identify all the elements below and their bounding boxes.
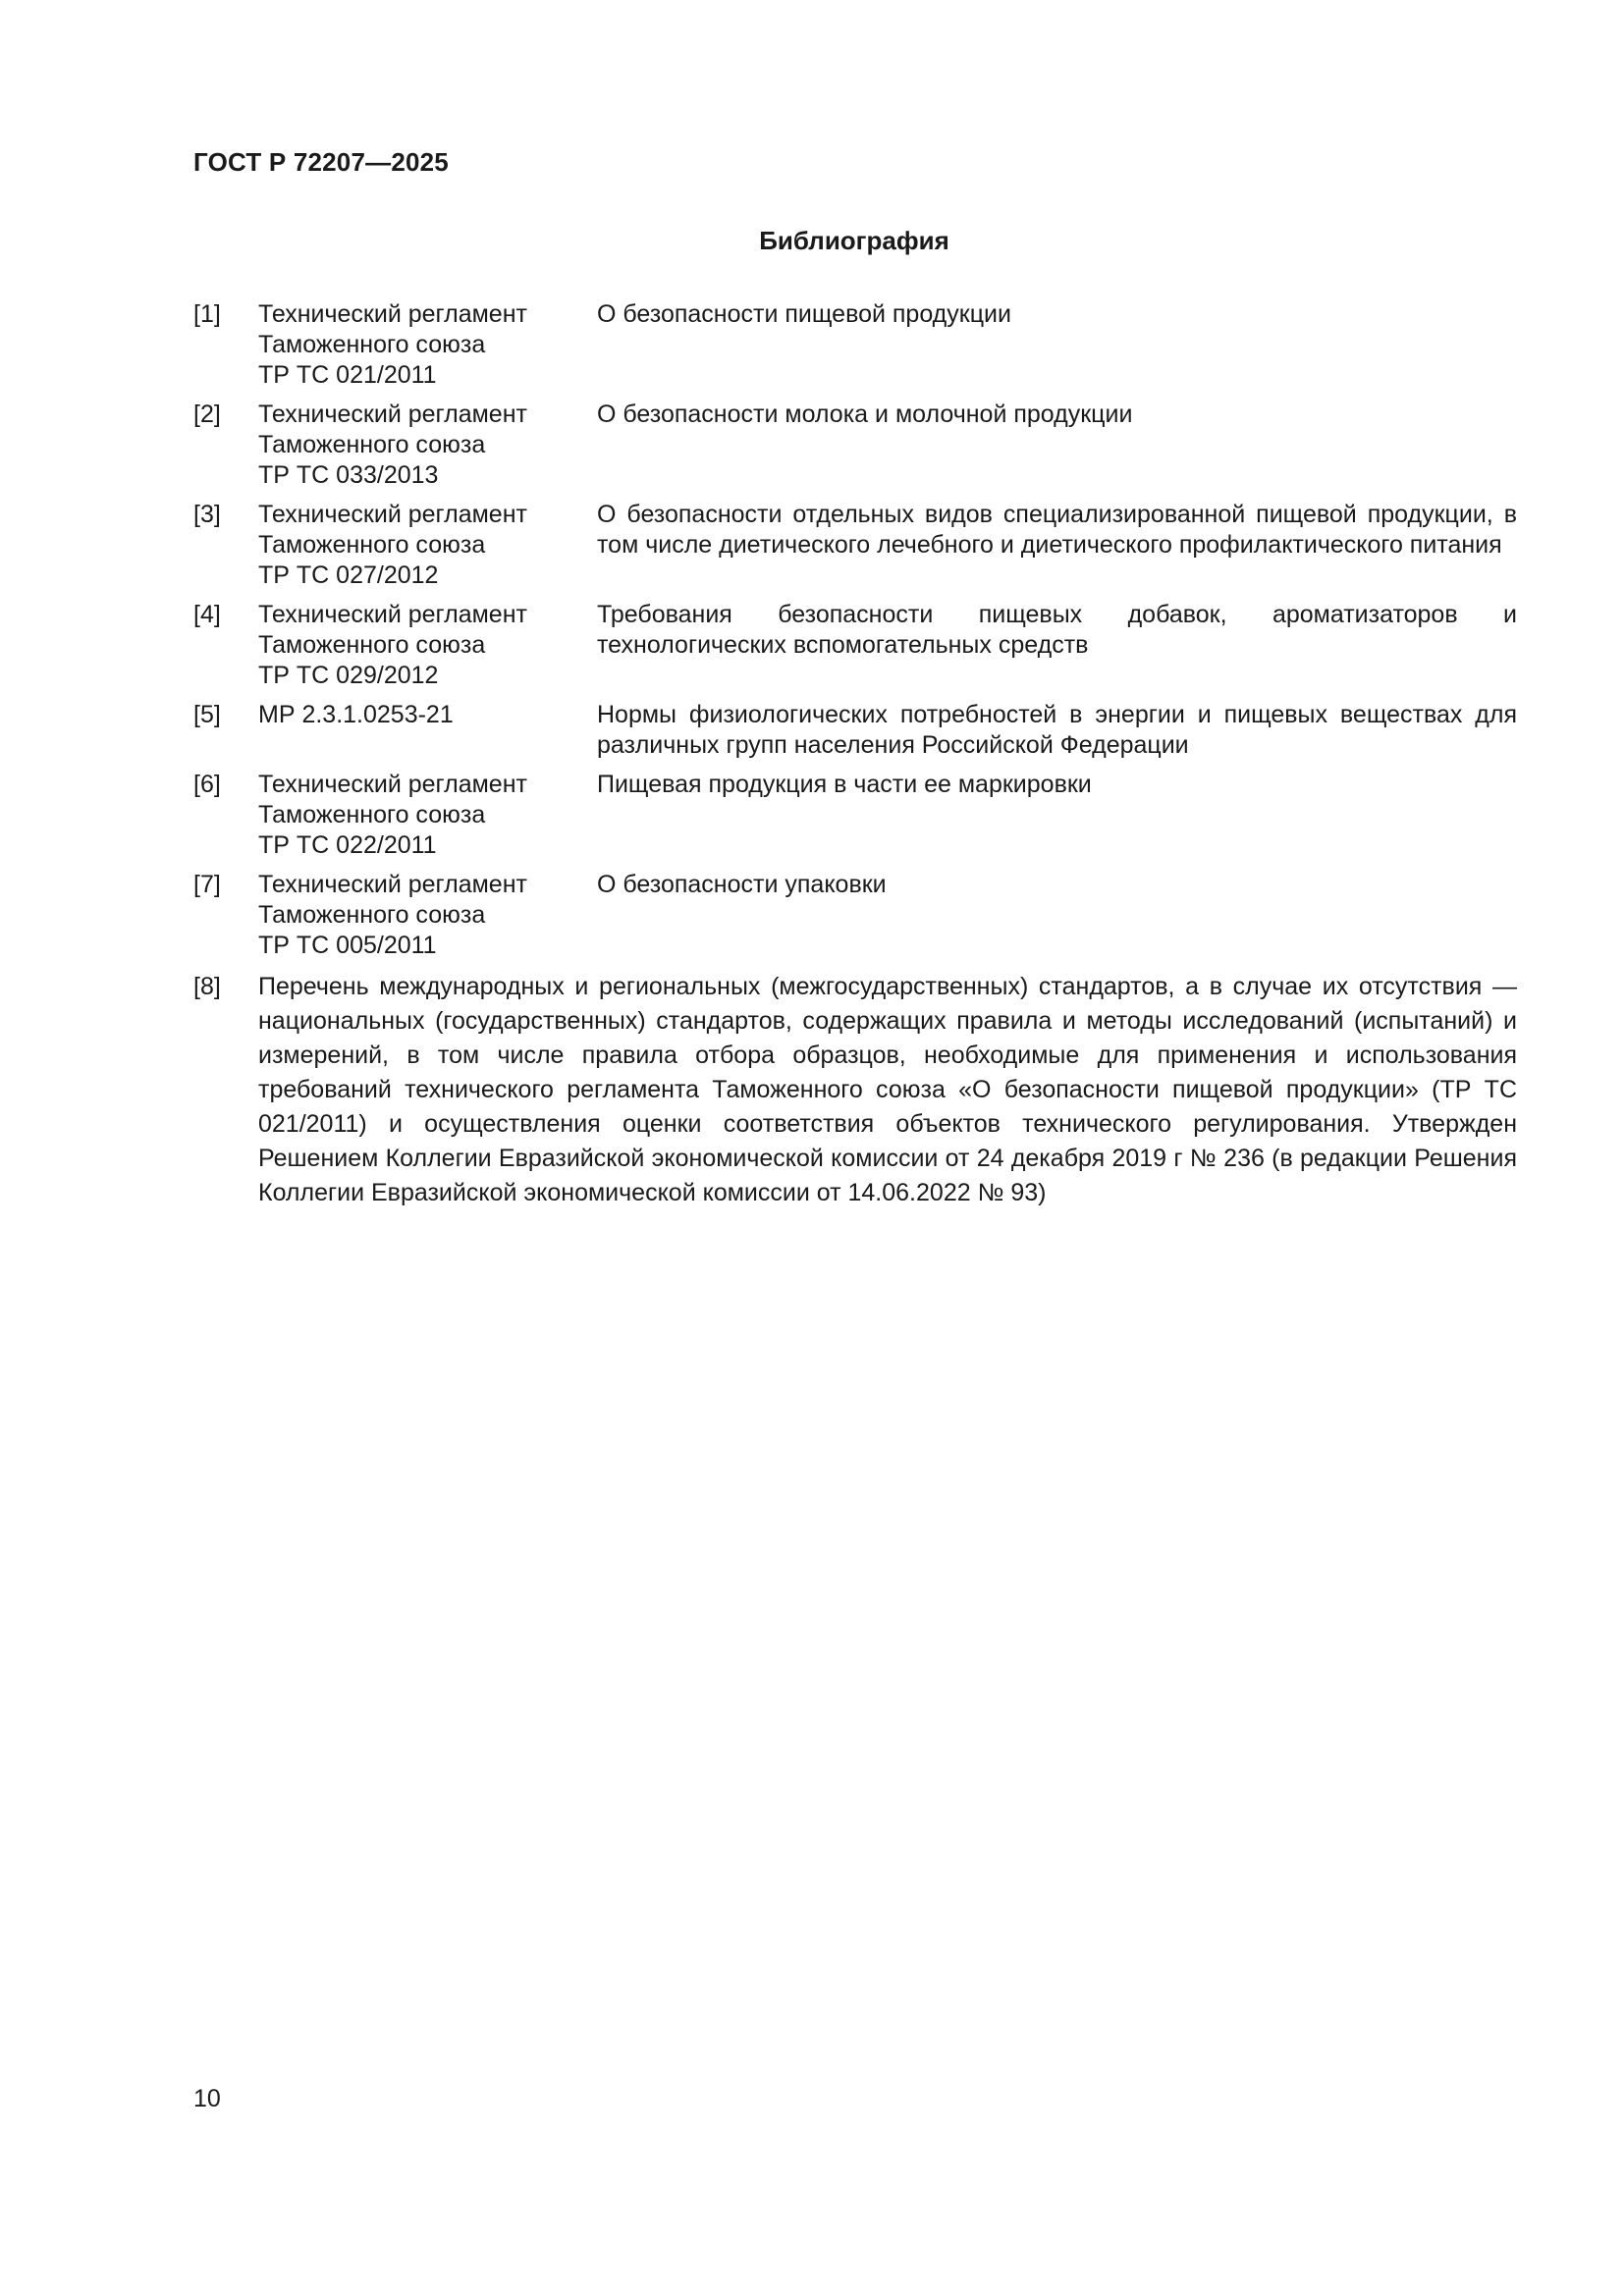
bibliography-number: [4]	[193, 601, 221, 628]
bibliography-item-5	[193, 700, 1517, 761]
bibliography-title: О безопасности пищевой продукции	[597, 300, 1011, 328]
bibliography-title: Нормы физиологических потребностей в энергии и пищевых веществах для различных групп населения Российской Федерации	[597, 701, 1517, 759]
bibliography-document: Технический регламент Таможенного союза ТР ТС 027/2012	[258, 501, 527, 589]
page-number: 10	[193, 2085, 221, 2112]
bibliography-document: Технический регламент Таможенного союза ТР ТС 033/2013	[258, 400, 527, 489]
bibliography-item-7	[193, 870, 1517, 961]
bibliography-title: Пищевая продукция в части ее маркировки	[597, 771, 1092, 798]
bibliography-document: Технический регламент Таможенного союза ТР ТС 022/2011	[258, 771, 527, 859]
bibliography-number: [1]	[193, 300, 221, 328]
bibliography-number: [6]	[193, 771, 221, 798]
bibliography-title: О безопасности молока и молочной продукции	[597, 400, 1133, 428]
bibliography-number: [7]	[193, 871, 221, 898]
bibliography-item-4	[193, 600, 1517, 691]
bibliography-document: Технический регламент Таможенного союза ТР ТС 005/2011	[258, 871, 527, 959]
bibliography-title: О безопасности отдельных видов специализированной пищевой продукции, в том числе диетического лечебного и диетического профилактического питания	[597, 501, 1517, 559]
bibliography-title: Требования безопасности пищевых добавок, ароматизаторов и технологических вспомогательных средств	[597, 601, 1517, 659]
bibliography-number: [2]	[193, 400, 221, 428]
bibliography-item-1	[193, 299, 1517, 391]
document-code: ГОСТ Р 72207—2025	[193, 147, 449, 177]
bibliography-number: [5]	[193, 701, 221, 728]
section-title: Библиография	[759, 226, 949, 255]
bibliography-document: МР 2.3.1.0253-21	[258, 701, 454, 728]
bibliography-title: О безопасности упаковки	[597, 871, 887, 898]
bibliography-number: [8]	[193, 973, 221, 1000]
bibliography-item-3	[193, 500, 1517, 591]
bibliography-item-2	[193, 400, 1517, 491]
bibliography-number: [3]	[193, 501, 221, 528]
bibliography-document: Технический регламент Таможенного союза ТР ТС 029/2012	[258, 601, 527, 689]
bibliography-title: Перечень международных и региональных (межгосударственных) стандартов, а в случае их отсутствия — национальных (государственных) стандартов, содержащих правила и методы исследований (испытаний) и измерений, в том числе правила отбора образцов, необходимые для применения и использования требований технического регламента Таможенного союза «О безопасности пищевой продукции» (ТР ТС 021/2011) и осуществления оценки соответствия объектов технического регулирования. Утвержден Решением Коллегии Евразийской экономической комиссии от 24 декабря 2019 г № 236 (в редакции Решения Коллегии Евразийской экономической комиссии от 14.06.2022 № 93)	[258, 973, 1517, 1206]
bibliography-list	[193, 299, 1517, 1219]
bibliography-item-6	[193, 770, 1517, 861]
bibliography-item-8	[193, 970, 1517, 1210]
bibliography-document: Технический регламент Таможенного союза ТР ТС 021/2011	[258, 300, 527, 389]
